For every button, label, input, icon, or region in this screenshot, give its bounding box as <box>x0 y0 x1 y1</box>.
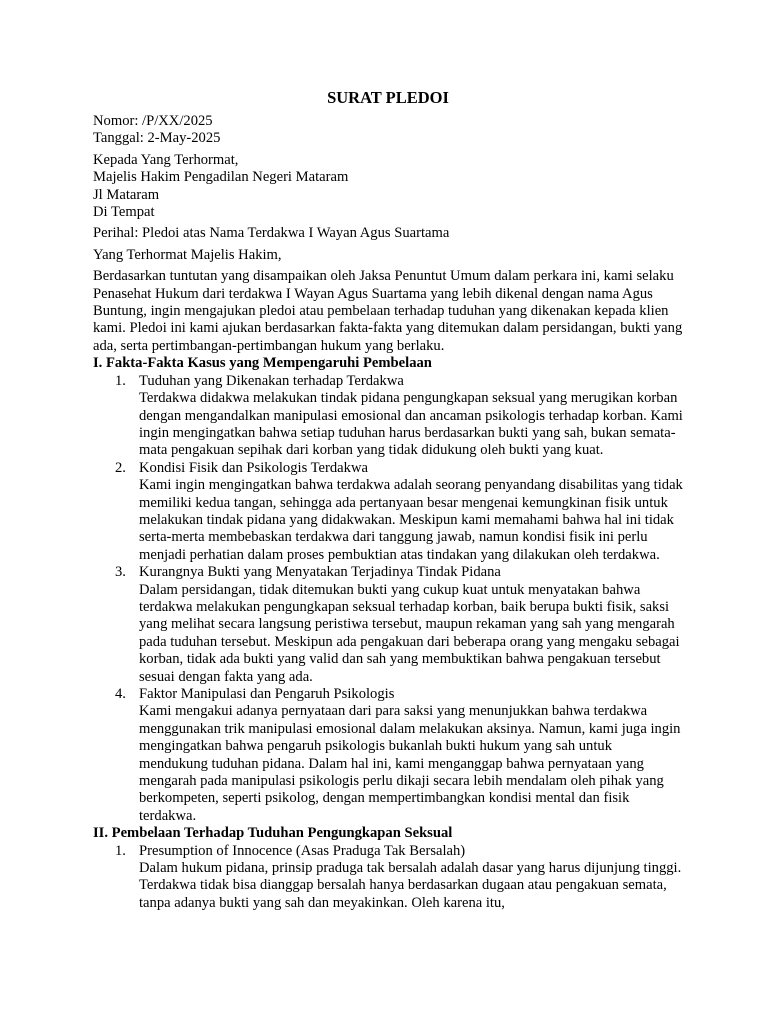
salutation: Yang Terhormat Majelis Hakim, <box>93 246 282 263</box>
list-item <box>93 460 683 564</box>
item-number: 1. <box>115 372 126 389</box>
perihal-line: Perihal: Pledoi atas Nama Terdakwa I Wayan Agus Suartama <box>93 225 450 242</box>
list-item <box>93 373 683 460</box>
recipient-line: Di Tempat <box>93 204 155 221</box>
recipient-line: Jl Mataram <box>93 186 160 203</box>
item-number: 3. <box>115 564 126 581</box>
item-number: 2. <box>115 459 126 476</box>
item-title: Kondisi Fisik dan Psikologis Terdakwa <box>139 459 368 476</box>
item-title: Faktor Manipulasi dan Pengaruh Psikologis <box>139 686 395 702</box>
nomor-line: Nomor: /P/XX/2025 <box>93 113 213 129</box>
section-heading: I. Fakta-Fakta Kasus yang Mempengaruhi Pembelaan <box>93 355 432 372</box>
list-item <box>93 686 683 825</box>
item-title: Presumption of Innocence (Asas Praduga Tak Bersalah) <box>139 842 466 859</box>
recipient-line: Kepada Yang Terhormat, <box>93 151 239 168</box>
list-item <box>93 843 683 913</box>
recipient-block <box>93 152 683 222</box>
item-title: Tuduhan yang Dikenakan terhadap Terdakwa <box>139 372 404 389</box>
item-text: Terdakwa didakwa melakukan tindak pidana pengungkapan seksual yang merugikan korban dengan mengandalkan manipulasi emosional dan ancaman psikologis terhadap korban. Kami ingin mengingatkan bahwa setiap tuduhan harus berdasarkan bukti yang sah, bukan semata-mata pengakuan sepihak dari korban yang tidak didukung oleh bukti yang kuat. <box>139 390 683 459</box>
item-number: 4. <box>115 686 126 702</box>
section-heading: II. Pembelaan Terhadap Tuduhan Pengungkapan Seksual <box>93 825 453 842</box>
item-title: Kurangnya Bukti yang Menyatakan Terjadinya Tindak Pidana <box>139 564 501 581</box>
section-2-list <box>93 843 683 913</box>
item-text: Dalam persidangan, tidak ditemukan bukti yang cukup kuat untuk menyatakan bahwa terdakwa melakukan pengungkapan seksual terhadap korban, baik berupa bukti fisik, saksi yang melihat secara langsung peristiwa tersebut, maupun rekaman yang sah yang mengarah pada tuduhan tersebut. Meskipun ada pengakuan dari beberapa orang yang mengaku sebagai korban, tidak ada bukti yang valid dan sah yang membuktikan bahwa pengakuan tersebut sesuai dengan fakta yang ada. <box>139 581 680 685</box>
item-text: Kami ingin mengingatkan bahwa terdakwa adalah seorang penyandang disabilitas yang tidak memiliki kedua tangan, sehingga ada pertanyaan besar mengenai kemungkinan fisik untuk melakukan tindak pidana yang didakwakan. Meskipun kami memahami bahwa hal ini tidak serta-merta membebaskan terdakwa dari tanggung jawab, namun kondisi fisik ini perlu menjadi perhatian dalam proses pembuktian atas tindakan yang dilakukan oleh terdakwa. <box>139 477 683 563</box>
tanggal-line: Tanggal: 2-May-2025 <box>93 130 221 147</box>
item-text: Dalam hukum pidana, prinsip praduga tak bersalah adalah dasar yang harus dijunjung tinggi. Terdakwa tidak bisa dianggap bersalah hanya berdasarkan dugaan atau pengakuan semata, tanpa adanya bukti yang sah dan meyakinkan. Oleh karena itu, <box>139 860 682 911</box>
item-number: 1. <box>115 842 126 859</box>
recipient-line: Majelis Hakim Pengadilan Negeri Mataram <box>93 169 349 186</box>
document-title: SURAT PLEDOI <box>327 88 449 107</box>
section-1-list <box>93 373 683 826</box>
item-text: Kami mengakui adanya pernyataan dari para saksi yang menunjukkan bahwa terdakwa menggunakan trik manipulasi emosional dalam melakukan aksinya. Namun, kami juga ingin mengingatkan bahwa pengaruh psikologis bukanlah bukti hukum yang sah untuk mendukung tuduhan pidana. Dalam hal ini, kami menganggap bahwa pernyataan yang mengarah pada manipulasi psikologis perlu dikaji secara lebih mendalam oleh pihak yang berkompeten, seperti psikolog, dengan mempertimbangkan kondisi mental dan fisik terdakwa. <box>139 703 681 824</box>
list-item <box>93 564 683 686</box>
intro-paragraph: Berdasarkan tuntutan yang disampaikan oleh Jaksa Penuntut Umum dalam perkara ini, kami selaku Penasehat Hukum dari terdakwa I Wayan Agus Suartama yang lebih dikenal dengan nama Agus Buntung, ingin mengajukan pledoi atau pembelaan terhadap tuduhan yang dikenakan kepada klien kami. Pledoi ini kami ajukan berdasarkan fakta-fakta yang ditemukan dalam persidangan, bukti yang ada, serta pertimbangan-pertimbangan hukum yang berlaku. <box>93 268 683 354</box>
letter-body <box>93 88 683 912</box>
